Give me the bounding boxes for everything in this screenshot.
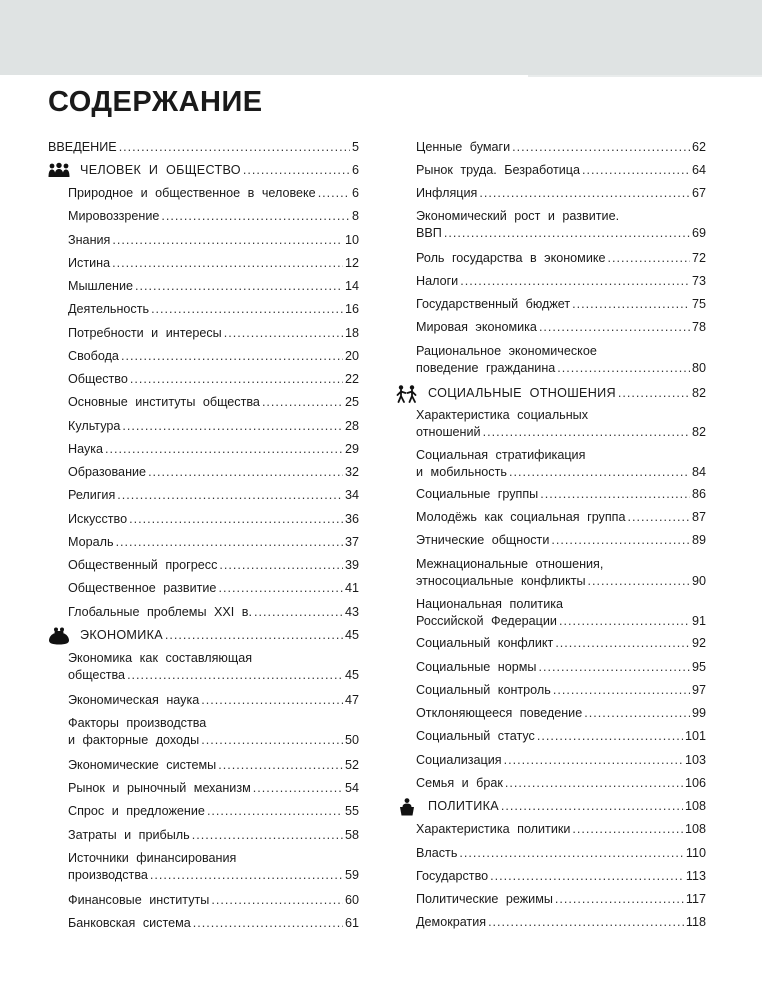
dot-leader [479,185,690,201]
toc-entry-title-line: Источники финансирования [68,851,237,865]
toc-entry [68,915,359,931]
toc-entry-title: Российской Федерации [416,614,557,628]
toc-entry-title: Наука [68,442,104,456]
toc-entry-title: Социальный конфликт [416,636,554,650]
dot-leader [161,208,350,224]
toc-entry-page-number: 58 [344,828,359,842]
toc-entry-title: Этнические общности [416,533,550,547]
dot-leader [483,424,690,440]
toc-entry-title: Семья и брак [416,776,503,790]
toc-entry-title: Религия [68,488,116,502]
dot-leader [211,892,343,908]
toc-entry [68,650,359,683]
dot-leader [165,627,343,643]
toc-entry-title-line: Экономический рост и развитие. [416,209,620,223]
toc-entry-title: этносоциальные конфликты [416,574,586,588]
toc-entry [416,752,706,768]
toc-entry [416,139,706,155]
toc-entry-title-line: Социальная стратификация [416,448,586,462]
toc-entry [68,557,359,573]
toc-entry [68,850,359,883]
toc-entry-page-number: 118 [685,915,706,929]
toc-entry-title: Отклоняющееся поведение [416,706,583,720]
toc-entry-page-number: 60 [344,893,359,907]
toc-entry [416,162,706,178]
toc-entry-title: Государственный бюджет [416,297,571,311]
dot-leader [262,394,343,410]
toc-entry [416,705,706,721]
toc-entry-title: Социальные группы [416,487,539,501]
toc-entry-title-line: Рациональное экономическое [416,344,597,358]
toc-entry [68,255,359,271]
dot-leader [219,557,343,573]
toc-entry-page-number: 87 [691,510,706,524]
toc-entry-title: Финансовые институты [68,893,210,907]
dot-leader [459,845,684,861]
toc-entry-title-line: Характеристика социальных [416,408,589,422]
toc-entry [416,407,706,440]
toc-entry [416,914,706,930]
toc-entry [68,325,359,341]
toc-entry-page-number: 28 [344,419,359,433]
dot-leader [557,360,690,376]
dot-leader [112,232,343,248]
toc-entry-page-number: 95 [691,660,706,674]
toc-entry-title: Мировая экономика [416,320,537,334]
toc-entry-title: Деятельность [68,302,150,316]
toc-entry [416,319,706,335]
toc-entry-page-number: 108 [684,799,706,813]
toc-entry [416,509,706,525]
toc-entry-page-number: 25 [344,395,359,409]
two-people-icon [396,385,418,401]
dot-leader [201,732,343,748]
toc-entry [416,891,706,907]
toc-entry [416,185,706,201]
toc-entry-page-number: 6 [351,163,359,177]
toc-section-человек-и-общество [48,162,359,178]
toc-entry [68,348,359,364]
toc-entry [416,596,706,629]
toc-entry [416,532,706,548]
toc-entry-title: ВВП [416,226,442,240]
toc-entry [68,208,359,224]
toc-entry-page-number: 103 [684,753,706,767]
toc-entry-page-number: 12 [344,256,359,270]
dot-leader [105,441,343,457]
dot-leader [628,509,690,525]
toc-entry-title: Государство [416,869,489,883]
toc-entry [416,845,706,861]
toc-entry-title-line: Факторы производства [68,716,207,730]
dot-leader [218,757,343,773]
dot-leader [193,915,343,931]
dot-leader [151,301,343,317]
dot-leader [201,692,343,708]
dot-leader [121,348,343,364]
toc-entry-title: Социальный контроль [416,683,551,697]
toc-entry [416,225,706,241]
toc-section-социальные-отношения [396,385,706,401]
toc-entry-title: Власть [416,846,458,860]
toc-entry [416,573,706,589]
toc-entry-title: общества [68,668,126,682]
toc-entry-page-number: 80 [691,361,706,375]
toc-entry-title: Общественное развитие [68,581,217,595]
dot-leader [460,273,690,289]
speaker-podium-icon [396,798,418,814]
toc-entry-page-number: 110 [685,846,706,860]
purse-icon [48,627,70,643]
dot-leader [538,659,690,675]
toc-entry-title: Мышление [68,279,133,293]
toc-entry [68,604,359,620]
toc-entry [416,659,706,675]
toc-entry [68,301,359,317]
dot-leader [243,162,350,178]
toc-entry-page-number: 45 [344,668,359,682]
toc-entry-page-number: 69 [691,226,706,240]
dot-leader [608,250,690,266]
toc-entry-title: Роль государства в экономике [416,251,606,265]
toc-entry-title: Ценные бумаги [416,140,511,154]
toc-entry-page-number: 62 [691,140,706,154]
dot-leader [539,319,690,335]
toc-section-экономика [48,627,359,643]
toc-entry-page-number: 34 [344,488,359,502]
dot-leader [192,827,343,843]
toc-entry-title: Мораль [68,535,114,549]
dot-leader [555,635,690,651]
toc-entry [416,821,706,837]
toc-entry [68,418,359,434]
toc-entry [68,511,359,527]
toc-entry [68,371,359,387]
toc-entry-title: ПОЛИТИКА [428,799,499,813]
toc-entry [416,464,706,480]
toc-entry [416,273,706,289]
toc-entry-page-number: 52 [344,758,359,772]
header-band-edge [528,75,762,77]
page-title: СОДЕРЖАНИЕ [48,86,263,118]
toc-entry-title: поведение гражданина [416,361,556,375]
toc-entry-page-number: 67 [691,186,706,200]
toc-entry-page-number: 78 [691,320,706,334]
toc-entry-title: Образование [68,465,147,479]
header-band [0,0,762,75]
toc-entry-page-number: 8 [351,209,359,223]
toc-entry [416,447,706,480]
dot-leader [551,532,690,548]
dot-leader [540,486,690,502]
toc-entry-title: Банковская система [68,916,191,930]
toc-entry [68,827,359,843]
toc-entry-page-number: 59 [344,868,359,882]
toc-entry [68,464,359,480]
toc-entry [68,185,359,201]
toc-entry [68,715,359,748]
toc-entry-title: Инфляция [416,186,478,200]
toc-entry-page-number: 6 [351,186,359,200]
dot-leader [505,775,683,791]
dot-leader [582,162,690,178]
toc-entry-title: Демократия [416,915,487,929]
toc-entry-title: Рынок и рыночный механизм [68,781,251,795]
toc-entry [68,732,359,748]
toc-entry-title-line: Межнациональные отношения, [416,557,604,571]
toc-entry-page-number: 75 [691,297,706,311]
toc-entry [416,250,706,266]
toc-entry-page-number: 5 [351,140,359,154]
toc-entry-page-number: 18 [344,326,359,340]
dot-leader [129,511,343,527]
toc-entry [416,728,706,744]
toc-entry-title: Рынок труда. Безработица [416,163,581,177]
toc-entry-page-number: 101 [684,729,706,743]
toc-entry-title: Основные институты общества [68,395,260,409]
toc-entry-title: Природное и общественное в человеке [68,186,316,200]
toc-entry [416,208,706,241]
toc-entry [416,343,706,376]
dot-leader [584,705,690,721]
toc-entry-page-number: 20 [344,349,359,363]
toc-entry-title: Искусство [68,512,128,526]
toc-entry-title: Общественный прогресс [68,558,218,572]
toc-entry-title: Затраты и прибыль [68,828,190,842]
dot-leader [207,803,343,819]
toc-entry [416,360,706,376]
toc-entry-page-number: 106 [684,776,706,790]
toc-entry-page-number: 41 [344,581,359,595]
toc-entry-title: Молодёжь как социальная группа [416,510,626,524]
toc-entry-page-number: 32 [344,465,359,479]
toc-entry-page-number: 89 [691,533,706,547]
toc-entry-page-number: 90 [691,574,706,588]
toc-entry-title: Политические режимы [416,892,553,906]
toc-entry-page-number: 61 [344,916,359,930]
dot-leader [444,225,690,241]
toc-entry-title: Социальный статус [416,729,535,743]
dot-leader [501,798,683,814]
dot-leader [254,604,343,620]
dot-leader [116,534,343,550]
toc-entry-page-number: 92 [691,636,706,650]
dot-leader [504,752,683,768]
toc-entry-page-number: 37 [344,535,359,549]
toc-entry-title-line: Экономика как составляющая [68,651,253,665]
dot-leader [224,325,343,341]
toc-entry [416,424,706,440]
toc-entry-title: Истина [68,256,111,270]
toc-entry [416,868,706,884]
people-group-icon [48,162,70,178]
toc-entry [416,682,706,698]
toc-entry-page-number: 29 [344,442,359,456]
toc-entry [68,692,359,708]
toc-entry-page-number: 113 [685,869,706,883]
toc-entry [68,580,359,596]
toc-entry-page-number: 82 [691,386,706,400]
toc-section-политика [396,798,706,814]
toc-entry-page-number: 16 [344,302,359,316]
toc-entry [416,635,706,651]
toc-entry-page-number: 36 [344,512,359,526]
toc-entry-title: отношений [416,425,481,439]
toc-entry-title: ЧЕЛОВЕК И ОБЩЕСТВО [80,163,241,177]
dot-leader [555,891,684,907]
dot-leader [122,418,343,434]
toc-entry [48,139,359,155]
toc-entry-page-number: 43 [344,605,359,619]
toc-entry-title: Экономические системы [68,758,217,772]
dot-leader [588,573,690,589]
toc-entry-title: и мобильность [416,465,507,479]
toc-entry-page-number: 10 [344,233,359,247]
toc-entry [68,394,359,410]
toc-entry-page-number: 45 [344,628,359,642]
dot-leader [148,464,343,480]
dot-leader [150,867,343,883]
dot-leader [117,487,343,503]
toc-entry-title: Характеристика политики [416,822,571,836]
toc-entry-page-number: 82 [691,425,706,439]
dot-leader [127,667,343,683]
toc-entry [416,613,706,629]
toc-entry-title: Культура [68,419,121,433]
toc-entry-title: ВВЕДЕНИЕ [48,140,117,154]
toc-entry-title-line: Национальная политика [416,597,564,611]
toc-entry-page-number: 72 [691,251,706,265]
dot-leader [572,296,690,312]
dot-leader [559,613,690,629]
toc-entry [416,556,706,589]
toc-entry-title: Налоги [416,274,459,288]
toc-entry [68,487,359,503]
toc-entry [68,441,359,457]
toc-entry-title: Социализация [416,753,502,767]
toc-entry-title: Спрос и предложение [68,804,205,818]
toc-entry-title: Знания [68,233,111,247]
dot-leader [488,914,684,930]
dot-leader [553,682,690,698]
toc-entry-title: ЭКОНОМИКА [80,628,163,642]
toc-entry-page-number: 47 [344,693,359,707]
toc-entry-title: Свобода [68,349,119,363]
dot-leader [537,728,683,744]
toc-entry [68,892,359,908]
toc-entry-page-number: 91 [691,614,706,628]
toc-entry [416,775,706,791]
toc-entry-title: Социальные нормы [416,660,537,674]
toc-entry [68,780,359,796]
dot-leader [572,821,683,837]
toc-entry-page-number: 55 [344,804,359,818]
toc-entry-title: Глобальные проблемы XXI в. [68,605,252,619]
toc-entry-page-number: 86 [691,487,706,501]
toc-entry-page-number: 14 [344,279,359,293]
toc-entry-page-number: 64 [691,163,706,177]
dot-leader [490,868,684,884]
toc-entry [68,803,359,819]
toc-entry-title: СОЦИАЛЬНЫЕ ОТНОШЕНИЯ [428,386,616,400]
toc-entry-title: производства [68,868,148,882]
dot-leader [218,580,343,596]
toc-entry-page-number: 108 [684,822,706,836]
toc-entry-page-number: 84 [691,465,706,479]
dot-leader [618,385,690,401]
toc-entry-title: и факторные доходы [68,733,200,747]
dot-leader [509,464,690,480]
toc-entry-page-number: 39 [344,558,359,572]
toc-entry-title: Экономическая наука [68,693,200,707]
dot-leader [119,139,350,155]
toc-entry-page-number: 50 [344,733,359,747]
dot-leader [512,139,690,155]
toc-entry [68,667,359,683]
dot-leader [135,278,343,294]
toc-entry-page-number: 117 [685,892,706,906]
toc-entry-title: Мировоззрение [68,209,160,223]
toc-entry [416,486,706,502]
dot-leader [318,185,350,201]
dot-leader [112,255,343,271]
toc-entry-title: Потребности и интересы [68,326,222,340]
toc-entry [68,232,359,248]
toc-entry-page-number: 54 [344,781,359,795]
toc-entry-page-number: 73 [691,274,706,288]
dot-leader [130,371,343,387]
toc-entry [416,296,706,312]
toc-entry [68,278,359,294]
toc-entry-title: Общество [68,372,128,386]
toc-entry [68,534,359,550]
toc-entry-page-number: 99 [691,706,706,720]
toc-entry-page-number: 97 [691,683,706,697]
toc-entry-page-number: 22 [344,372,359,386]
dot-leader [253,780,343,796]
toc-entry [68,867,359,883]
toc-entry [68,757,359,773]
